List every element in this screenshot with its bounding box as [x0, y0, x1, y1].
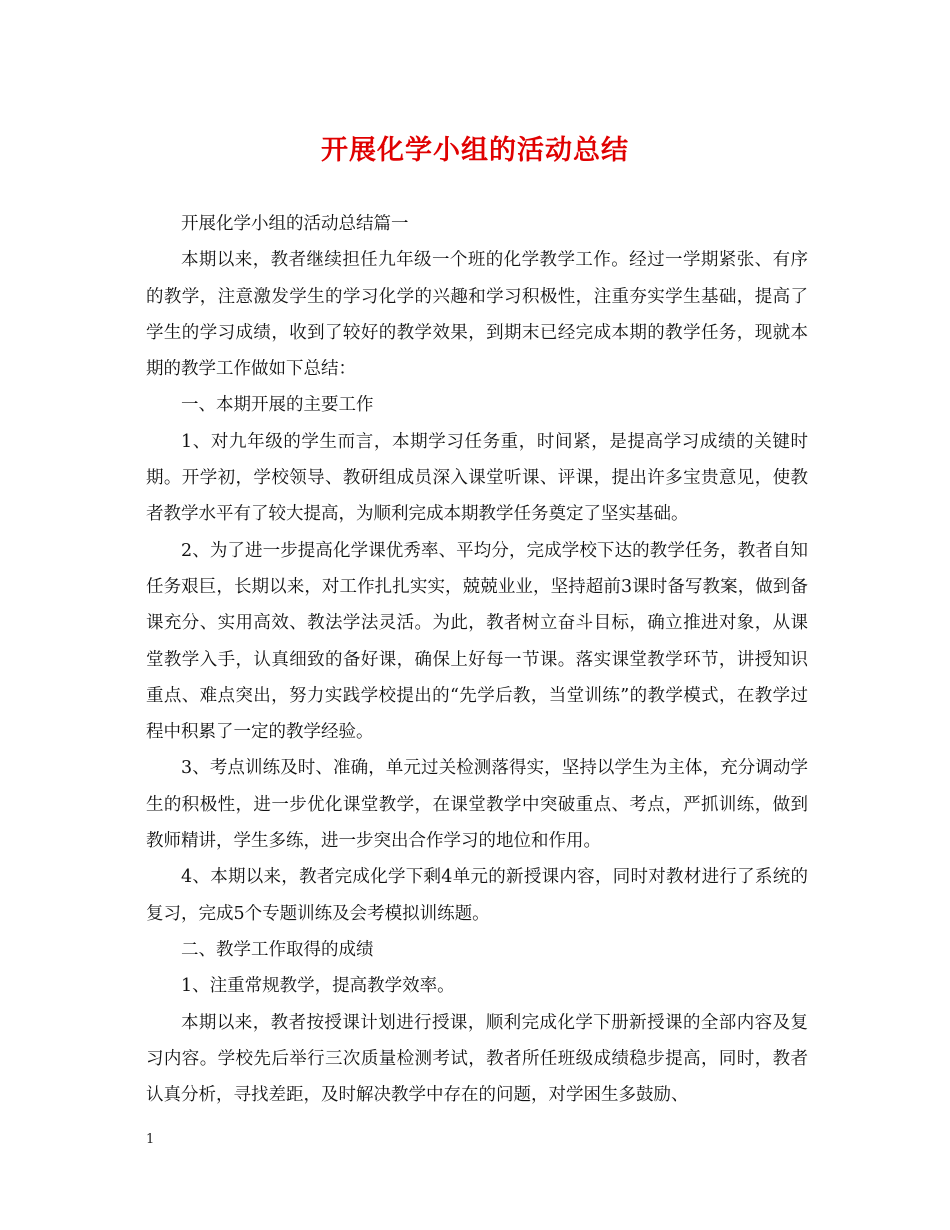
paragraph: 本期以来，教者继续担任九年级一个班的化学教学工作。经过一学期紧张、有序的教学，注意激发学生的学习化学的兴趣和学习积极性，注重夯实学生基础，提高了学生的学习成绩，收到了较好的教学效果，到期末已经完成本期的教学任务，现就本期的教学工作做如下总结：	[146, 250, 808, 380]
page-number: 1	[146, 1132, 155, 1147]
paragraph: 1、注重常规教学，提高教学效率。	[181, 976, 455, 997]
document-title: 开展化学小组的活动总结	[321, 135, 629, 166]
section-heading: 开展化学小组的活动总结篇一	[181, 214, 409, 234]
paragraph: 4、本期以来，教者完成化学下剩4单元的新授课内容，同时对教材进行了系统的复习，完成5个专题训练及会考模拟训练题。	[146, 867, 808, 924]
section-heading: 二、教学工作取得的成绩	[181, 939, 374, 960]
section-heading: 一、本期开展的主要工作	[181, 395, 374, 416]
paragraph: 3、考点训练及时、准确，单元过关检测落得实，坚持以学生为主体，充分调动学生的积极性，进一步优化课堂教学，在课堂教学中突破重点、考点，严抓训练，做到教师精讲，学生多练，进一步突出合作学习的地位和作用。	[146, 758, 808, 852]
paragraph: 1、对九年级的学生而言，本期学习任务重，时间紧，是提高学习成绩的关键时期。开学初，学校领导、教研组成员深入课堂听课、评课，提出许多宝贵意见，使教者教学水平有了较大提高，为顺利完成本期教学任务奠定了坚实基础。	[146, 431, 808, 525]
paragraph: 2、为了进一步提高化学课优秀率、平均分，完成学校下达的教学任务，教者自知任务艰巨，长期以来，对工作扎扎实实，兢兢业业，坚持超前3课时备写教案，做到备课充分、实用高效、教法学法灵活。为此，教者树立奋斗目标，确立推进对象，从课堂教学入手，认真细致的备好课，确保上好每一节课。落实课堂教学环节，讲授知识重点、难点突出，努力实践学校提出的“先学后教，当堂训练”的教学模式，在教学过程中积累了一定的教学经验。	[146, 540, 808, 743]
document-body	[146, 206, 808, 1113]
paragraph: 本期以来，教者按授课计划进行授课，顺利完成化学下册新授课的全部内容及复习内容。学校先后举行三次质量检测考试，教者所任班级成绩稳步提高，同时，教者认真分析，寻找差距，及时解决教学中存在的问题，对学困生多鼓励、	[146, 1012, 808, 1106]
